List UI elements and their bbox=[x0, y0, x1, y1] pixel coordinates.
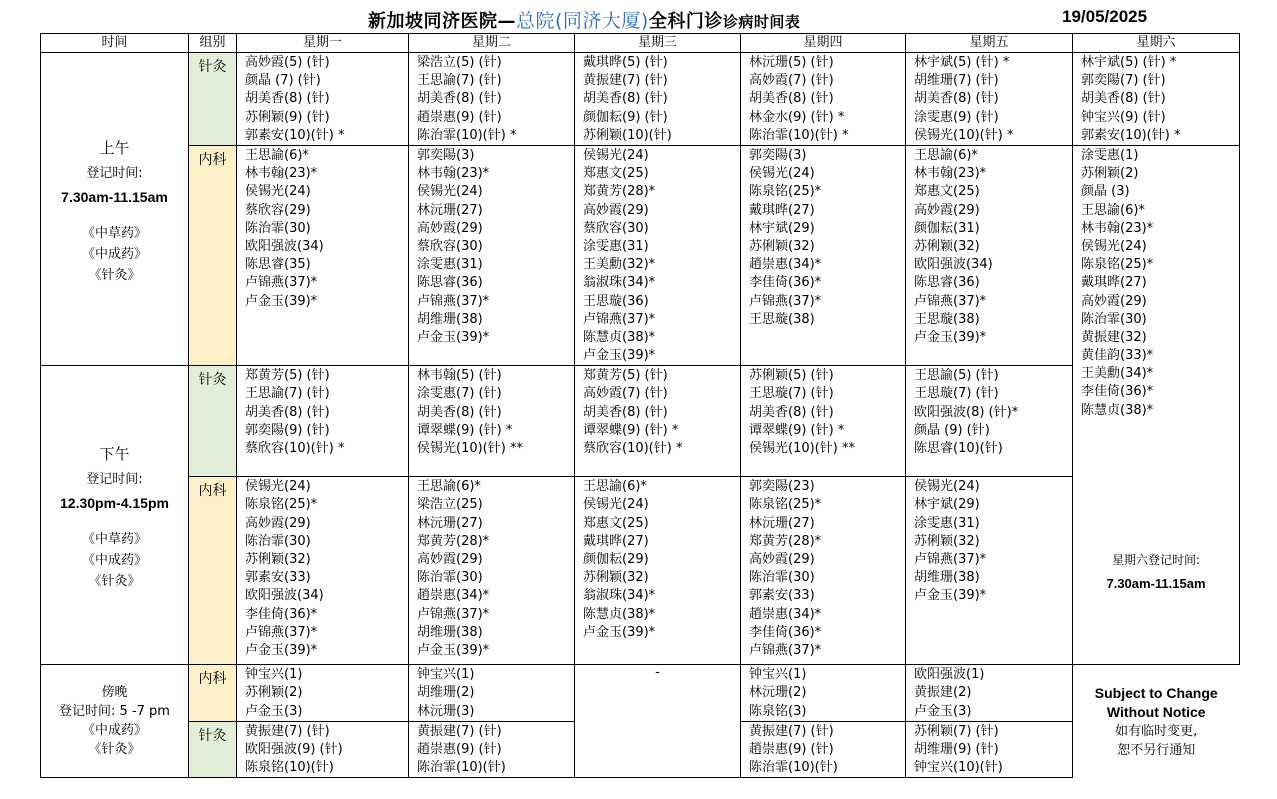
morning-time-cell bbox=[41, 53, 189, 366]
doctor-entry: 苏俐颖(2) bbox=[1081, 166, 1139, 182]
doctor-entry: 苏俐颖(9) (针) bbox=[245, 109, 330, 125]
doctor-entry: 卢锦燕(37)* bbox=[583, 311, 656, 327]
doctor-entry: 欧阳强波(8) (针)* bbox=[914, 404, 1019, 420]
doctor-entry: 戴琪晔(27) bbox=[583, 533, 649, 549]
doctor-entry: 胡美香(8) (针) bbox=[417, 404, 502, 420]
evening-tcm-patent: 《中成药》 bbox=[81, 723, 147, 739]
doctor-entry: 趙崇惠(34)* bbox=[749, 606, 822, 622]
doctor-entry: 苏俐颖(32) bbox=[583, 570, 649, 586]
doctor-entry: 王思璇(7) (针) bbox=[914, 386, 999, 402]
morning-med-row bbox=[41, 146, 1240, 366]
doctor-entry: 胡美香(8) (针) bbox=[245, 404, 330, 420]
doctor-entry: 卢金玉(39)* bbox=[583, 348, 656, 364]
afternoon-label: 下午 bbox=[99, 444, 130, 463]
doctor-entry: 侯锡光(24) bbox=[583, 148, 649, 163]
header-wed: 星期三 bbox=[575, 34, 741, 53]
doctor-entry: 郭奕陽(3) bbox=[749, 148, 807, 163]
afternoon-med-thu bbox=[741, 477, 906, 665]
doctor-entry: 蔡欣容(10)(针) * bbox=[245, 441, 345, 456]
doctor-entry: 钟宝兴(1) bbox=[417, 667, 475, 683]
group-label: 针灸 bbox=[198, 372, 227, 389]
evening-med-fri bbox=[906, 665, 1073, 722]
doctor-entry: 卢锦燕(37)* bbox=[245, 275, 318, 291]
doctor-entry: 林宇斌(5) (针) * bbox=[1081, 55, 1177, 70]
page-header bbox=[0, 6, 1277, 32]
doctor-entry: 陈治霏(30) bbox=[245, 533, 311, 549]
afternoon-tcm-acu: 《针灸》 bbox=[88, 573, 141, 589]
doctor-entry: 颜伽耘(29) bbox=[583, 552, 649, 567]
doctor-entry: 胡维珊(38) bbox=[914, 570, 980, 586]
schedule-table bbox=[40, 33, 1240, 778]
group-label: 内科 bbox=[198, 152, 227, 168]
notice-cn-2: 恕不另行通知 bbox=[1117, 742, 1196, 758]
doctor-entry: 卢锦燕(37)* bbox=[749, 293, 822, 309]
afternoon-acu-thu bbox=[741, 366, 906, 477]
doctor-entry: 李佳倚(36)* bbox=[1081, 384, 1154, 400]
doctor-entry: 林沅珊(27) bbox=[749, 515, 815, 531]
doctor-entry: 陈治霏(10)(针) * bbox=[417, 127, 517, 143]
title-branch: 总院(同济大厦) bbox=[516, 10, 649, 32]
wed-dash: - bbox=[655, 665, 660, 681]
evening-acu-mon bbox=[237, 721, 409, 778]
doctor-entry: 苏俐颖(32) bbox=[914, 238, 980, 254]
schedule-date: 19/05/2025 bbox=[1062, 7, 1148, 26]
doctor-entry: 卢金玉(39)* bbox=[417, 642, 490, 658]
header-tue: 星期二 bbox=[409, 34, 575, 53]
doctor-entry: 卢金玉(3) bbox=[914, 703, 972, 719]
doctor-entry: 高妙霞(29) bbox=[749, 552, 815, 567]
doctor-entry: 郑黄芳(28)* bbox=[583, 184, 656, 200]
morning-acu-group bbox=[189, 53, 237, 146]
doctor-entry: 陈慧贞(38)* bbox=[583, 606, 656, 622]
doctor-entry: 李佳倚(36)* bbox=[749, 275, 822, 291]
doctor-entry: 蔡欣容(30) bbox=[417, 238, 483, 254]
doctor-entry: 卢金玉(39)* bbox=[245, 293, 318, 309]
doctor-entry: 谭翠蝶(9) (针) * bbox=[749, 422, 845, 438]
doctor-entry: 卢锦燕(37)* bbox=[417, 606, 490, 622]
doctor-entry: 颜伽耘(9) (针) bbox=[583, 109, 668, 125]
morning-acu-tue bbox=[409, 53, 575, 146]
doctor-entry: 黄振建(7) (针) bbox=[583, 73, 668, 89]
doctor-entry: 卢金玉(39)* bbox=[914, 329, 987, 345]
doctor-entry: 胡美香(8) (针) bbox=[1081, 91, 1166, 107]
notice-cn-1: 如有临时变更, bbox=[1115, 723, 1198, 739]
doctor-entry: 高妙霞(29) bbox=[417, 220, 483, 236]
doctor-entry: 趙崇惠(9) (针) bbox=[749, 742, 834, 757]
notice-en-2: Without Notice bbox=[1106, 703, 1206, 720]
morning-acu-mon bbox=[237, 53, 409, 146]
doctor-entry: 林宇斌(29) bbox=[914, 497, 980, 513]
evening-acu-group bbox=[189, 721, 237, 778]
header-row bbox=[41, 34, 1240, 53]
doctor-entry: 王思璇(7) (针) bbox=[749, 386, 834, 402]
doctor-entry: 林沅珊(5) (针) bbox=[749, 55, 834, 70]
doctor-entry: 郑惠文(25) bbox=[914, 184, 980, 200]
morning-med-mon bbox=[237, 146, 409, 366]
evening-med-thu bbox=[741, 665, 906, 722]
doctor-entry: 陈泉铭(25)* bbox=[245, 497, 318, 513]
title-suffix-small: 诊病时间表 bbox=[722, 13, 801, 31]
doctor-entry: 郭素安(33) bbox=[245, 570, 311, 586]
doctor-entry: 胡美香(8) (针) bbox=[583, 91, 668, 107]
header-group: 组别 bbox=[189, 34, 237, 53]
doctor-entry: 黄振建(7) (针) bbox=[749, 723, 834, 739]
afternoon-tcm-patent: 《中成药》 bbox=[81, 552, 147, 568]
doctor-entry: 陈治霏(10)(针) bbox=[749, 760, 838, 776]
evening-med-group bbox=[189, 665, 237, 722]
doctor-entry: 陈慧贞(38)* bbox=[583, 329, 656, 345]
morning-tcm-acu: 《针灸》 bbox=[88, 267, 141, 283]
doctor-entry: 林韦翰(23)* bbox=[1081, 220, 1154, 236]
doctor-entry: 郭奕陽(7) (针) bbox=[1081, 73, 1166, 89]
doctor-entry: 梁浩立(5) (针) bbox=[417, 55, 502, 70]
doctor-entry: 胡维珊(38) bbox=[417, 624, 483, 640]
doctor-entry: 高妙霞(7) (针) bbox=[583, 386, 668, 402]
doctor-entry: 侯锡光(10)(针) ** bbox=[417, 441, 523, 456]
doctor-entry: 侯锡光(24) bbox=[749, 166, 815, 182]
doctor-entry: 陈泉铭(25)* bbox=[1081, 257, 1154, 273]
doctor-entry: 郑黄芳(28)* bbox=[749, 533, 822, 549]
doctor-entry: 黄振建(2) bbox=[914, 685, 972, 701]
doctor-entry: 郭素安(10)(针) * bbox=[1081, 127, 1181, 143]
doctor-entry: 欧阳强波(34) bbox=[245, 238, 324, 254]
header-time: 时间 bbox=[41, 34, 189, 53]
evening-acu-fri bbox=[906, 721, 1073, 778]
doctor-entry: 郑黄芳(5) (针) bbox=[245, 368, 330, 384]
doctor-entry: 蔡欣容(29) bbox=[245, 202, 311, 218]
doctor-entry: 林韦翰(23)* bbox=[417, 166, 490, 182]
doctor-entry: 卢金玉(39)* bbox=[914, 588, 987, 604]
doctor-entry: 卢锦燕(37)* bbox=[914, 293, 987, 309]
doctor-entry: 郑黄芳(5) (针) bbox=[583, 368, 668, 384]
morning-med-wed bbox=[575, 146, 741, 366]
doctor-entry: 林韦翰(5) (针) bbox=[417, 368, 502, 384]
evening-med-mon bbox=[237, 665, 409, 722]
doctor-entry: 陈思睿(10)(针) bbox=[914, 441, 1003, 456]
doctor-entry: 黄振建(7) (针) bbox=[245, 723, 330, 739]
doctor-entry: 林宇斌(29) bbox=[749, 220, 815, 236]
doctor-entry: 侯锡光(10)(针) ** bbox=[749, 441, 855, 456]
doctor-entry: 陈泉铭(10)(针) bbox=[245, 760, 334, 776]
doctor-entry: 林沅珊(3) bbox=[417, 703, 475, 719]
afternoon-acu-tue bbox=[409, 366, 575, 477]
doctor-entry: 高妙霞(29) bbox=[914, 202, 980, 218]
doctor-entry: 陈泉铭(25)* bbox=[749, 497, 822, 513]
afternoon-med-wed bbox=[575, 477, 741, 665]
evening-acu-thu bbox=[741, 721, 906, 778]
doctor-entry: 陈思睿(35) bbox=[245, 257, 311, 273]
doctor-entry: 钟宝兴(10)(针) bbox=[914, 760, 1003, 776]
doctor-entry: 钟宝兴(9) (针) bbox=[1081, 109, 1166, 125]
doctor-entry: 郑惠文(25) bbox=[583, 515, 649, 531]
doctor-entry: 涂雯惠(9) (针) bbox=[914, 109, 999, 125]
doctor-entry: 苏俐颖(7) (针) bbox=[914, 723, 999, 739]
doctor-entry: 侯锡光(10)(针) * bbox=[914, 127, 1014, 143]
doctor-entry: 侯锡光(24) bbox=[1081, 238, 1147, 254]
doctor-entry: 胡维珊(9) (针) bbox=[914, 742, 999, 757]
doctor-entry: 谭翠蝶(9) (针) * bbox=[417, 422, 513, 438]
doctor-entry: 趙崇惠(9) (针) bbox=[417, 742, 502, 757]
doctor-entry: 涂雯惠(31) bbox=[914, 515, 980, 531]
doctor-entry: 林沅珊(27) bbox=[417, 515, 483, 531]
doctor-entry: 黄佳韵(33)* bbox=[1081, 348, 1154, 364]
doctor-entry: 颜晶 (7) (针) bbox=[245, 73, 321, 89]
title-prefix: 新加坡同济医院— bbox=[368, 11, 516, 32]
group-label: 内科 bbox=[198, 671, 227, 688]
morning-reg-time: 7.30am-11.15am bbox=[61, 188, 168, 205]
doctor-entry: 胡美香(8) (针) bbox=[583, 404, 668, 420]
doctor-entry: 陈思睿(36) bbox=[914, 275, 980, 291]
afternoon-acu-row bbox=[41, 366, 1240, 477]
morning-med-fri bbox=[906, 146, 1073, 366]
doctor-entry: 卢金玉(39)* bbox=[245, 642, 318, 658]
doctor-entry: 林沅珊(27) bbox=[417, 202, 483, 218]
doctor-entry: 王思璇(38) bbox=[914, 311, 980, 327]
doctor-entry: 王思諭(6)* bbox=[1081, 202, 1145, 218]
morning-acu-wed bbox=[575, 53, 741, 146]
doctor-entry: 陈思睿(36) bbox=[417, 275, 483, 291]
doctor-entry: 钟宝兴(1) bbox=[749, 667, 807, 683]
doctor-entry: 涂雯惠(31) bbox=[417, 257, 483, 273]
doctor-entry: 趙崇惠(34)* bbox=[417, 588, 490, 604]
afternoon-acu-wed bbox=[575, 366, 741, 477]
morning-med-tue bbox=[409, 146, 575, 366]
doctor-entry: 陈治霏(10)(针) * bbox=[749, 127, 849, 143]
doctor-entry: 苏俐颖(10)(针) bbox=[583, 127, 672, 143]
doctor-entry: 陈泉铭(3) bbox=[749, 703, 807, 719]
evening-time-cell bbox=[41, 665, 189, 778]
doctor-entry: 卢锦燕(37)* bbox=[245, 624, 318, 640]
sat-reg-label: 星期六登记时间: bbox=[1111, 552, 1201, 567]
morning-reg-label: 登记时间: bbox=[86, 165, 143, 181]
title-suffix: 全科门诊 bbox=[648, 11, 723, 32]
doctor-entry: 王思璇(38) bbox=[749, 311, 815, 327]
doctor-entry: 王思諭(5) (针) bbox=[914, 368, 999, 384]
doctor-entry: 苏俐颖(32) bbox=[245, 552, 311, 567]
group-label: 内科 bbox=[198, 483, 227, 500]
doctor-entry: 胡美香(8) (针) bbox=[245, 91, 330, 107]
doctor-entry: 郭素安(10)(针) * bbox=[245, 127, 345, 143]
doctor-entry: 郭素安(33) bbox=[749, 588, 815, 604]
afternoon-time-cell bbox=[41, 366, 189, 665]
morning-med-thu bbox=[741, 146, 906, 366]
afternoon-tcm-herbal: 《中草药》 bbox=[81, 531, 147, 547]
doctor-entry: 涂雯惠(1) bbox=[1081, 148, 1139, 163]
evening-wed-empty bbox=[575, 665, 741, 778]
doctor-entry: 胡美香(8) (针) bbox=[749, 404, 834, 420]
morning-med-sat bbox=[1073, 146, 1240, 477]
doctor-entry: 苏俐颖(2) bbox=[245, 685, 303, 701]
notice-cell bbox=[1073, 665, 1240, 778]
doctor-entry: 胡维珊(7) (针) bbox=[914, 73, 999, 89]
doctor-entry: 陈治霏(30) bbox=[245, 220, 311, 236]
doctor-entry: 胡美香(8) (针) bbox=[417, 91, 502, 107]
group-label: 针灸 bbox=[198, 727, 227, 744]
doctor-entry: 郭奕陽(23) bbox=[749, 479, 815, 495]
afternoon-acu-group bbox=[189, 366, 237, 477]
doctor-entry: 卢金玉(39)* bbox=[583, 624, 656, 640]
evening-acu-tue bbox=[409, 721, 575, 778]
morning-med-group bbox=[189, 146, 237, 366]
afternoon-med-tue bbox=[409, 477, 575, 665]
doctor-entry: 苏俐颖(5) (针) bbox=[749, 368, 834, 384]
doctor-entry: 王思諭(6)* bbox=[245, 148, 309, 163]
afternoon-reg-label: 登记时间: bbox=[86, 471, 143, 487]
afternoon-med-mon bbox=[237, 477, 409, 665]
afternoon-acu-mon bbox=[237, 366, 409, 477]
morning-label: 上午 bbox=[99, 138, 130, 157]
doctor-entry: 戴琪晔(27) bbox=[1081, 275, 1147, 291]
doctor-entry: 高妙霞(29) bbox=[245, 515, 311, 531]
sat-note-cell bbox=[1073, 477, 1240, 665]
afternoon-med-row bbox=[41, 477, 1240, 665]
header-mon: 星期一 bbox=[237, 34, 409, 53]
doctor-entry: 王美勳(34)* bbox=[1081, 366, 1154, 382]
doctor-entry: 颜伽耘(31) bbox=[914, 220, 980, 236]
doctor-entry: 苏俐颖(32) bbox=[749, 238, 815, 254]
doctor-entry: 涂雯惠(31) bbox=[583, 238, 649, 254]
evening-med-row bbox=[41, 665, 1240, 722]
doctor-entry: 欧阳强波(9) (针) bbox=[245, 742, 343, 757]
doctor-entry: 胡美香(8) (针) bbox=[914, 91, 999, 107]
doctor-entry: 李佳倚(36)* bbox=[749, 624, 822, 640]
doctor-entry: 欧阳强波(34) bbox=[914, 257, 993, 273]
morning-acu-row bbox=[41, 53, 1240, 146]
doctor-entry: 卢锦燕(37)* bbox=[914, 552, 987, 567]
doctor-entry: 趙崇惠(9) (针) bbox=[417, 109, 502, 125]
doctor-entry: 卢金玉(3) bbox=[245, 703, 303, 719]
doctor-entry: 郭奕陽(3) bbox=[417, 148, 475, 163]
morning-tcm-herbal: 《中草药》 bbox=[81, 225, 147, 241]
doctor-entry: 涂雯惠(7) (针) bbox=[417, 386, 502, 402]
header-fri: 星期五 bbox=[906, 34, 1073, 53]
doctor-entry: 林韦翰(23)* bbox=[245, 166, 318, 182]
doctor-entry: 王思諭(7) (针) bbox=[245, 386, 330, 402]
doctor-entry: 卢锦燕(37)* bbox=[749, 642, 822, 658]
doctor-entry: 陈治霏(10)(针) bbox=[417, 760, 506, 776]
doctor-entry: 钟宝兴(1) bbox=[245, 667, 303, 683]
header-sat: 星期六 bbox=[1073, 34, 1240, 53]
doctor-entry: 陈治霏(30) bbox=[749, 570, 815, 586]
doctor-entry: 胡美香(8) (针) bbox=[749, 91, 834, 107]
doctor-entry: 王思諭(6)* bbox=[417, 479, 481, 495]
doctor-entry: 卢金玉(39)* bbox=[417, 329, 490, 345]
doctor-entry: 陈治霏(30) bbox=[1081, 311, 1147, 327]
doctor-entry: 侯锡光(24) bbox=[914, 479, 980, 495]
doctor-entry: 蔡欣容(10)(针) * bbox=[583, 441, 683, 456]
afternoon-med-group bbox=[189, 477, 237, 665]
doctor-entry: 苏俐颖(32) bbox=[914, 533, 980, 549]
doctor-entry: 陈泉铭(25)* bbox=[749, 184, 822, 200]
doctor-entry: 欧阳强波(1) bbox=[914, 667, 985, 683]
notice-en-1: Subject to Change bbox=[1094, 684, 1218, 701]
doctor-entry: 戴琪晔(27) bbox=[749, 202, 815, 218]
doctor-entry: 颜晶 (9) (针) bbox=[914, 422, 990, 438]
doctor-entry: 王思璇(36) bbox=[583, 293, 649, 309]
doctor-entry: 趙崇惠(34)* bbox=[749, 257, 822, 273]
page-title bbox=[368, 6, 800, 33]
morning-tcm-patent: 《中成药》 bbox=[81, 246, 147, 262]
doctor-entry: 高妙霞(29) bbox=[1081, 293, 1147, 309]
doctor-entry: 翁淑珠(34)* bbox=[583, 588, 656, 604]
doctor-entry: 高妙霞(29) bbox=[417, 552, 483, 567]
doctor-entry: 林宇斌(5) (针) * bbox=[914, 55, 1010, 70]
doctor-entry: 侯锡光(24) bbox=[417, 184, 483, 200]
evening-reg: 登记时间: 5 -7 pm bbox=[59, 704, 170, 720]
doctor-entry: 梁浩立(25) bbox=[417, 497, 483, 513]
evening-tcm-acu: 《针灸》 bbox=[88, 742, 141, 758]
morning-acu-sat bbox=[1073, 53, 1240, 146]
doctor-entry: 胡维珊(38) bbox=[417, 311, 483, 327]
doctor-entry: 王思諭(7) (针) bbox=[417, 73, 502, 89]
doctor-entry: 侯锡光(24) bbox=[245, 479, 311, 495]
doctor-entry: 林沅珊(2) bbox=[749, 685, 807, 701]
doctor-entry: 郑黄芳(28)* bbox=[417, 533, 490, 549]
doctor-entry: 黄振建(7) (针) bbox=[417, 723, 502, 739]
doctor-entry: 王思諭(6)* bbox=[583, 479, 647, 495]
doctor-entry: 戴琪晔(5) (针) bbox=[583, 55, 668, 70]
doctor-entry: 翁淑珠(34)* bbox=[583, 275, 656, 291]
morning-acu-fri bbox=[906, 53, 1073, 146]
doctor-entry: 王思諭(6)* bbox=[914, 148, 978, 163]
doctor-entry: 谭翠蝶(9) (针) * bbox=[583, 422, 679, 438]
doctor-entry: 王美勳(32)* bbox=[583, 257, 656, 273]
doctor-entry: 高妙霞(5) (针) bbox=[245, 55, 330, 70]
doctor-entry: 陈慧贞(38)* bbox=[1081, 402, 1154, 418]
doctor-entry: 林金水(9) (针) * bbox=[749, 109, 845, 125]
evening-label: 傍晚 bbox=[101, 685, 128, 701]
doctor-entry: 侯锡光(24) bbox=[583, 497, 649, 513]
group-label: 针灸 bbox=[198, 59, 227, 75]
doctor-entry: 高妙霞(29) bbox=[583, 202, 649, 218]
doctor-entry: 胡维珊(2) bbox=[417, 685, 475, 701]
doctor-entry: 黄振建(32) bbox=[1081, 329, 1147, 345]
doctor-entry: 侯锡光(24) bbox=[245, 184, 311, 200]
doctor-entry: 郭奕陽(9) (针) bbox=[245, 422, 330, 438]
sat-reg-time: 7.30am-11.15am bbox=[1106, 575, 1206, 591]
doctor-entry: 李佳倚(36)* bbox=[245, 606, 318, 622]
doctor-entry: 陈治霏(30) bbox=[417, 570, 483, 586]
doctor-entry: 卢锦燕(37)* bbox=[417, 293, 490, 309]
doctor-entry: 高妙霞(7) (针) bbox=[749, 73, 834, 89]
afternoon-reg-time: 12.30pm-4.15pm bbox=[60, 494, 169, 511]
doctor-entry: 颜晶 (3) bbox=[1081, 184, 1130, 200]
doctor-entry: 蔡欣容(30) bbox=[583, 220, 649, 236]
doctor-entry: 郑惠文(25) bbox=[583, 166, 649, 182]
doctor-entry: 林韦翰(23)* bbox=[914, 166, 987, 182]
morning-acu-thu bbox=[741, 53, 906, 146]
header-thu: 星期四 bbox=[741, 34, 906, 53]
doctor-entry: 欧阳强波(34) bbox=[245, 588, 324, 604]
evening-med-tue bbox=[409, 665, 575, 722]
afternoon-med-fri bbox=[906, 477, 1073, 665]
afternoon-acu-fri bbox=[906, 366, 1073, 477]
